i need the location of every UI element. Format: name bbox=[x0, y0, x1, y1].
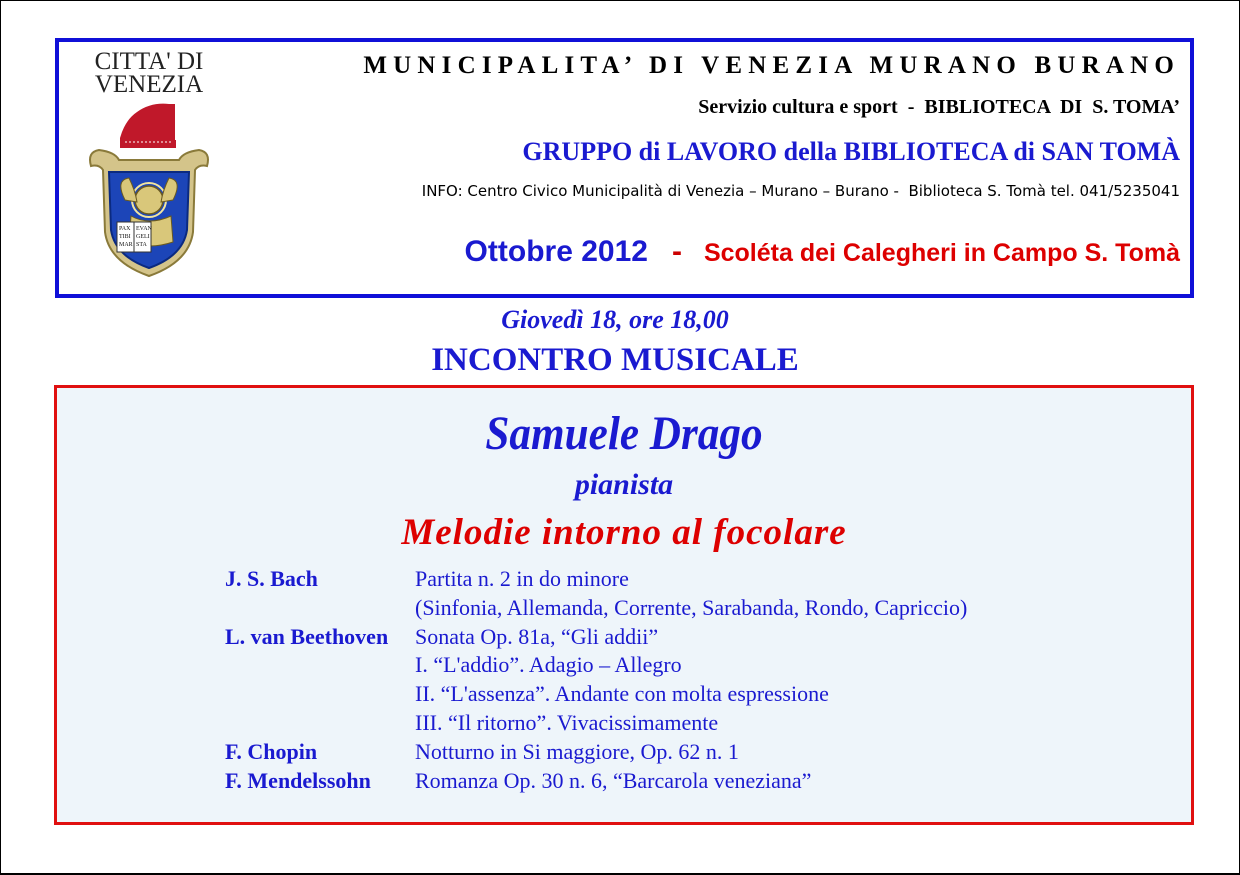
venice-crest-icon bbox=[85, 50, 213, 280]
work: I. “L'addio”. Adagio – Allegro bbox=[415, 652, 682, 678]
svg-text:PAX: PAX bbox=[119, 226, 131, 232]
composer: F. Chopin bbox=[225, 738, 318, 764]
svg-text:STA: STA bbox=[136, 242, 147, 248]
composer: J. S. Bach bbox=[225, 566, 318, 591]
performer-name: Samuele Drago bbox=[485, 407, 763, 460]
work: Sonata Op. 81a, “Gli addii” bbox=[415, 623, 659, 649]
program-box bbox=[54, 385, 1194, 825]
program-theme: Melodie intorno al focolare bbox=[401, 512, 847, 553]
venue: Scoléta dei Calegheri in Campo S. Tomà bbox=[703, 239, 1180, 267]
program-row bbox=[225, 595, 1125, 624]
work: (Sinfonia, Allemanda, Corrente, Sarabanda, Rondo, Capriccio) bbox=[415, 594, 968, 620]
program-row bbox=[225, 566, 1125, 595]
svg-text:MAR: MAR bbox=[119, 242, 133, 248]
work: Notturno in Si maggiore, Op. 62 n. 1 bbox=[415, 738, 739, 764]
work: III. “Il ritorno”. Vivacissimamente bbox=[415, 709, 719, 735]
svg-text:TIBI: TIBI bbox=[119, 234, 131, 240]
event-date: Giovedì 18, ore 18,00 bbox=[501, 305, 729, 334]
work: II. “L'assenza”. Andante con molta espressione bbox=[415, 681, 829, 707]
service-line: Servizio cultura e sport - BIBLIOTECA DI S. TOMA’ bbox=[698, 96, 1180, 118]
svg-text:GELI: GELI bbox=[136, 234, 150, 240]
program-row bbox=[225, 652, 1125, 681]
program-row bbox=[225, 624, 1125, 653]
working-group-line: GRUPPO di LAVORO della BIBLIOTECA di SAN TOMÀ bbox=[522, 137, 1180, 166]
separator-dash: - bbox=[671, 235, 682, 268]
date-venue-line bbox=[465, 235, 1180, 269]
header-box bbox=[55, 38, 1194, 298]
logo-text-line1: CITTA' DI bbox=[94, 48, 204, 75]
program-row bbox=[225, 681, 1125, 710]
municipality-heading: MUNICIPALITA’ DI VENEZIA MURANO BURANO bbox=[363, 52, 1180, 79]
info-line: INFO: Centro Civico Municipalità di Venezia – Murano – Burano - Biblioteca S. Tomà tel. 041/5235041 bbox=[421, 182, 1180, 200]
month-year: Ottobre 2012 bbox=[464, 235, 648, 268]
work: Romanza Op. 30 n. 6, “Barcarola veneziana” bbox=[415, 767, 812, 793]
logo-text-line2: VENEZIA bbox=[94, 71, 204, 98]
performer-role: pianista bbox=[574, 468, 674, 501]
program-row bbox=[225, 710, 1125, 739]
composer: F. Mendelssohn bbox=[225, 767, 371, 793]
composer: L. van Beethoven bbox=[225, 623, 389, 649]
program-list bbox=[225, 566, 1125, 796]
svg-text:EVAN: EVAN bbox=[136, 226, 152, 232]
program-row bbox=[225, 739, 1125, 768]
work: Partita n. 2 in do minore bbox=[415, 566, 629, 591]
event-title: INCONTRO MUSICALE bbox=[431, 342, 799, 378]
program-row bbox=[225, 768, 1125, 797]
city-of-venice-logo bbox=[85, 50, 213, 280]
